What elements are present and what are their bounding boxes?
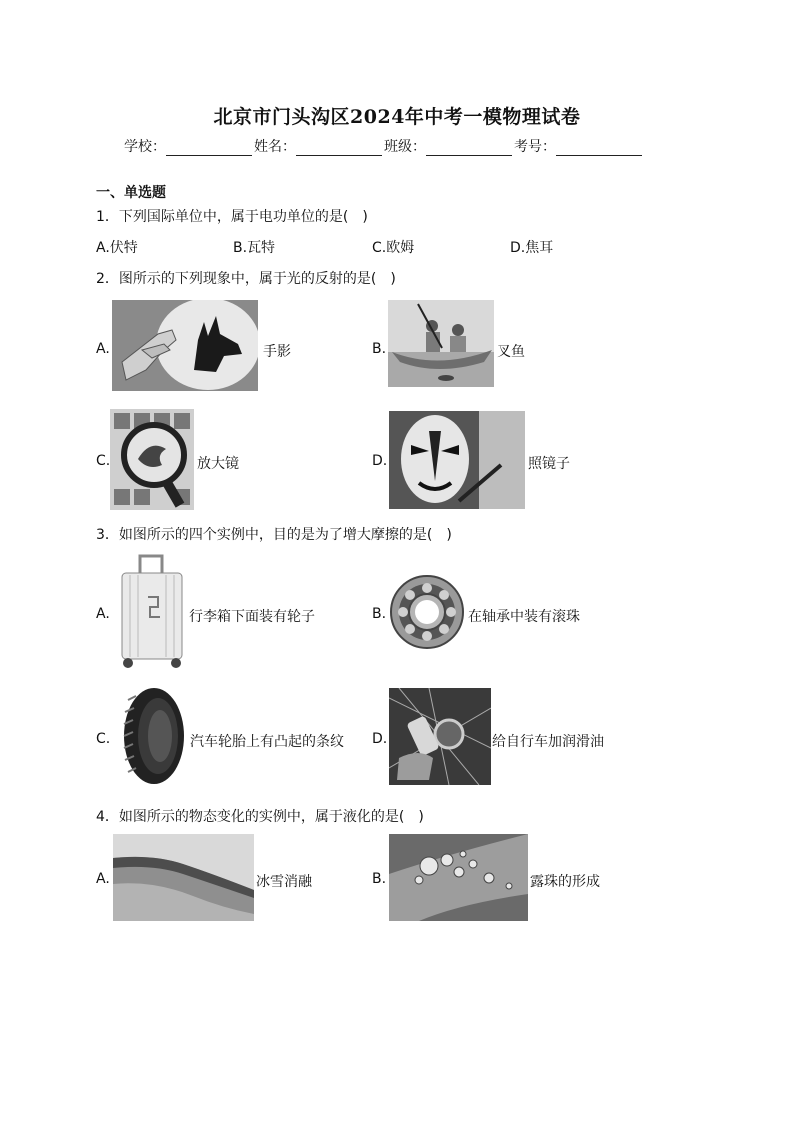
q2-option-c-letter[interactable]: C. bbox=[96, 453, 111, 469]
question-1-stem: 1．下列国际单位中，属于电功单位的是( ) bbox=[96, 209, 368, 225]
q1-option-a[interactable]: A.伏特 bbox=[96, 240, 138, 256]
bike-oil-image bbox=[389, 688, 491, 785]
q1-option-b[interactable]: B.瓦特 bbox=[233, 240, 276, 256]
suitcase-image bbox=[118, 553, 186, 670]
question-3-stem: 3．如图所示的四个实例中，目的是为了增大摩擦的是( ) bbox=[96, 527, 452, 543]
q3-option-c-letter[interactable]: C. bbox=[96, 731, 111, 747]
question-4-stem: 4．如图所示的物态变化的实例中，属于液化的是( ) bbox=[96, 809, 424, 825]
ball-bearing-image bbox=[389, 572, 465, 652]
q2-option-b-letter[interactable]: B. bbox=[372, 341, 387, 357]
class-label: 班级： bbox=[384, 139, 426, 155]
q3-option-d-letter[interactable]: D. bbox=[372, 731, 388, 747]
q2-option-a-letter[interactable]: A. bbox=[96, 341, 110, 357]
class-blank[interactable] bbox=[426, 139, 512, 156]
name-blank[interactable] bbox=[296, 139, 382, 156]
q2-option-d-letter[interactable]: D. bbox=[372, 453, 388, 469]
q4-option-a-letter[interactable]: A. bbox=[96, 871, 110, 887]
name-label: 姓名： bbox=[254, 139, 296, 155]
melting-ice-image bbox=[113, 834, 254, 921]
q3-option-d-text: 给自行车加润滑油 bbox=[492, 734, 604, 750]
q1-option-c[interactable]: C.欧姆 bbox=[372, 240, 415, 256]
magnifier-stamp-image bbox=[110, 409, 194, 510]
q1-option-d[interactable]: D.焦耳 bbox=[510, 240, 554, 256]
q3-option-c-text: 汽车轮胎上有凸起的条纹 bbox=[190, 734, 344, 750]
exam-number-blank[interactable] bbox=[556, 139, 642, 156]
exam-number-label: 考号： bbox=[514, 139, 556, 155]
q2-option-a-text: 手影 bbox=[263, 344, 291, 360]
q3-option-a-text: 行李箱下面装有轮子 bbox=[189, 609, 315, 625]
student-info-line bbox=[124, 136, 644, 156]
hand-shadow-image bbox=[112, 300, 258, 391]
q3-option-b-text: 在轴承中装有滚珠 bbox=[468, 609, 580, 625]
q3-option-a-letter[interactable]: A. bbox=[96, 606, 110, 622]
school-label: 学校： bbox=[124, 139, 166, 155]
q2-option-d-text: 照镜子 bbox=[528, 456, 570, 472]
q4-option-a-text: 冰雪消融 bbox=[256, 874, 312, 890]
mirror-makeup-image bbox=[389, 411, 525, 509]
spear-fishing-image bbox=[388, 300, 494, 387]
q3-option-b-letter[interactable]: B. bbox=[372, 606, 387, 622]
q2-option-b-text: 叉鱼 bbox=[497, 344, 525, 360]
school-blank[interactable] bbox=[166, 139, 252, 156]
tire-image bbox=[112, 686, 186, 786]
q2-option-c-text: 放大镜 bbox=[197, 456, 239, 472]
dew-drops-image bbox=[389, 834, 528, 921]
page-title: 北京市门头沟区2024年中考一模物理试卷 bbox=[213, 106, 581, 128]
q4-option-b-text: 露珠的形成 bbox=[530, 874, 600, 890]
question-2-stem: 2．图所示的下列现象中，属于光的反射的是( ) bbox=[96, 271, 396, 287]
q4-option-b-letter[interactable]: B. bbox=[372, 871, 387, 887]
section-title: 一、单选题 bbox=[96, 185, 166, 201]
